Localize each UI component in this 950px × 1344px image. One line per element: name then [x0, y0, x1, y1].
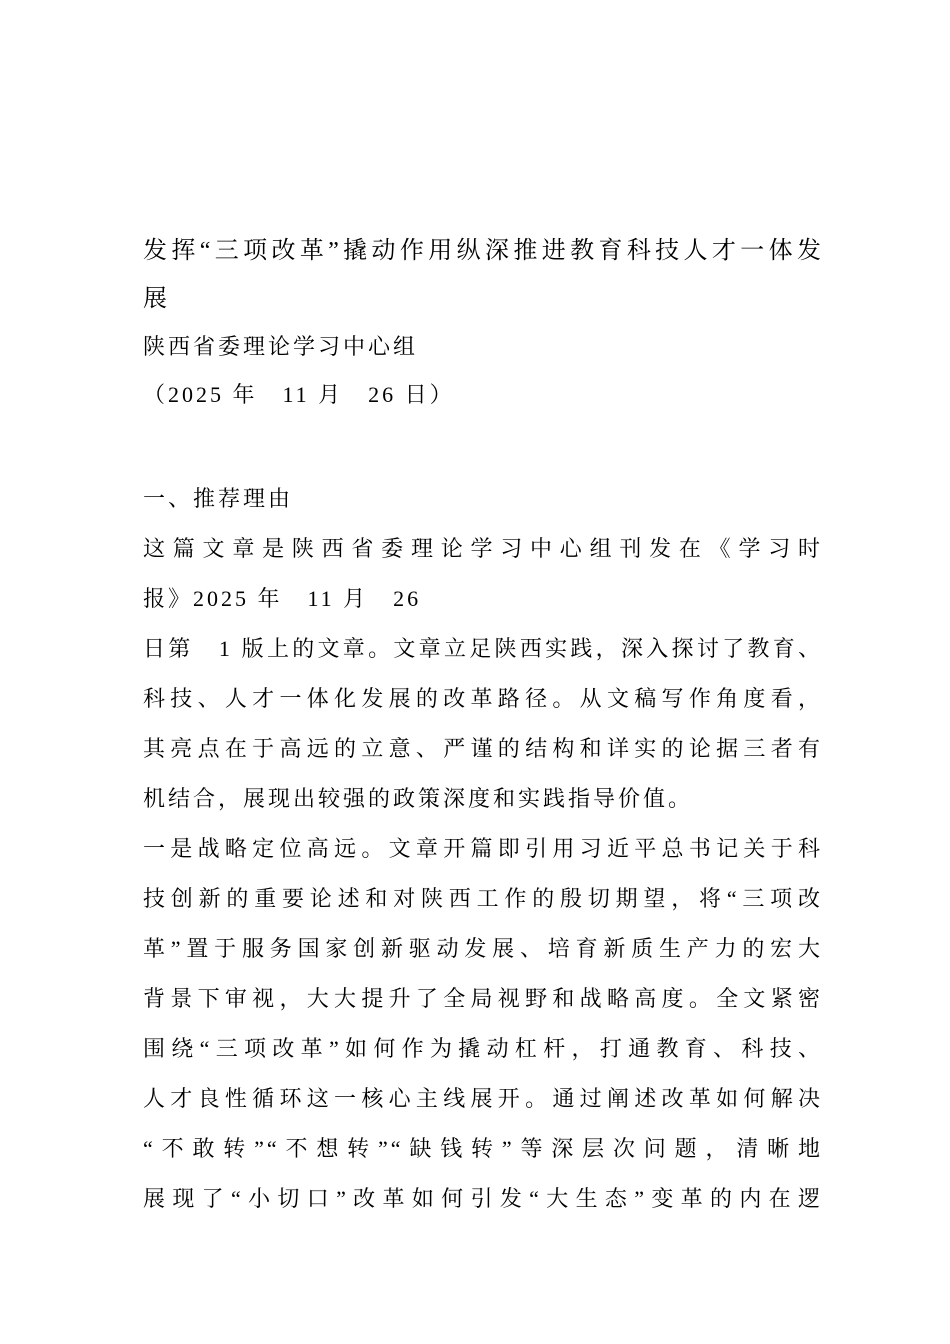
- body-line: 背景下审视，大大提升了全局视野和战略高度。全文紧密: [143, 986, 823, 1011]
- date-line: （2025 年 11 月 26 日）: [143, 382, 455, 407]
- blank-line: [143, 419, 823, 474]
- body-line: 机结合，展现出较强的政策深度和实践指导价值。: [143, 786, 694, 811]
- document-title-line-2: 展: [143, 286, 169, 312]
- body-line: 报》2025 年 11 月 26: [143, 586, 422, 611]
- body-line: 这篇文章是陕西省委理论学习中心组刊发在《学习时: [143, 536, 823, 561]
- section-heading: 一、推荐理由: [143, 486, 294, 511]
- body-line: 其亮点在于高远的立意、严谨的结构和详实的论据三者有: [143, 736, 823, 761]
- body-line: 一是战略定位高远。文章开篇即引用习近平总书记关于科: [143, 836, 823, 861]
- byline: 陕西省委理论学习中心组: [143, 334, 419, 359]
- document-title-line-1: 发挥“三项改革”撬动作用纵深推进教育科技人才一体发: [143, 238, 823, 264]
- body-line: “不敢转”“不想转”“缺钱转”等深层次问题，清晰地: [143, 1136, 823, 1161]
- body-line: 科技、人才一体化发展的改革路径。从文稿写作角度看，: [143, 686, 823, 711]
- body-line: 展现了“小切口”改革如何引发“大生态”变革的内在逻: [143, 1186, 823, 1211]
- body-line: 日第 1 版上的文章。文章立足陕西实践，深入探讨了教育、: [143, 636, 823, 661]
- body-line: 围绕“三项改革”如何作为撬动杠杆，打通教育、科技、: [143, 1036, 823, 1061]
- body-line: 技创新的重要论述和对陕西工作的殷切期望，将“三项改: [143, 886, 823, 911]
- body-line: 人才良性循环这一核心主线展开。通过阐述改革如何解决: [143, 1086, 823, 1111]
- body-line: 革”置于服务国家创新驱动发展、培育新质生产力的宏大: [143, 936, 823, 961]
